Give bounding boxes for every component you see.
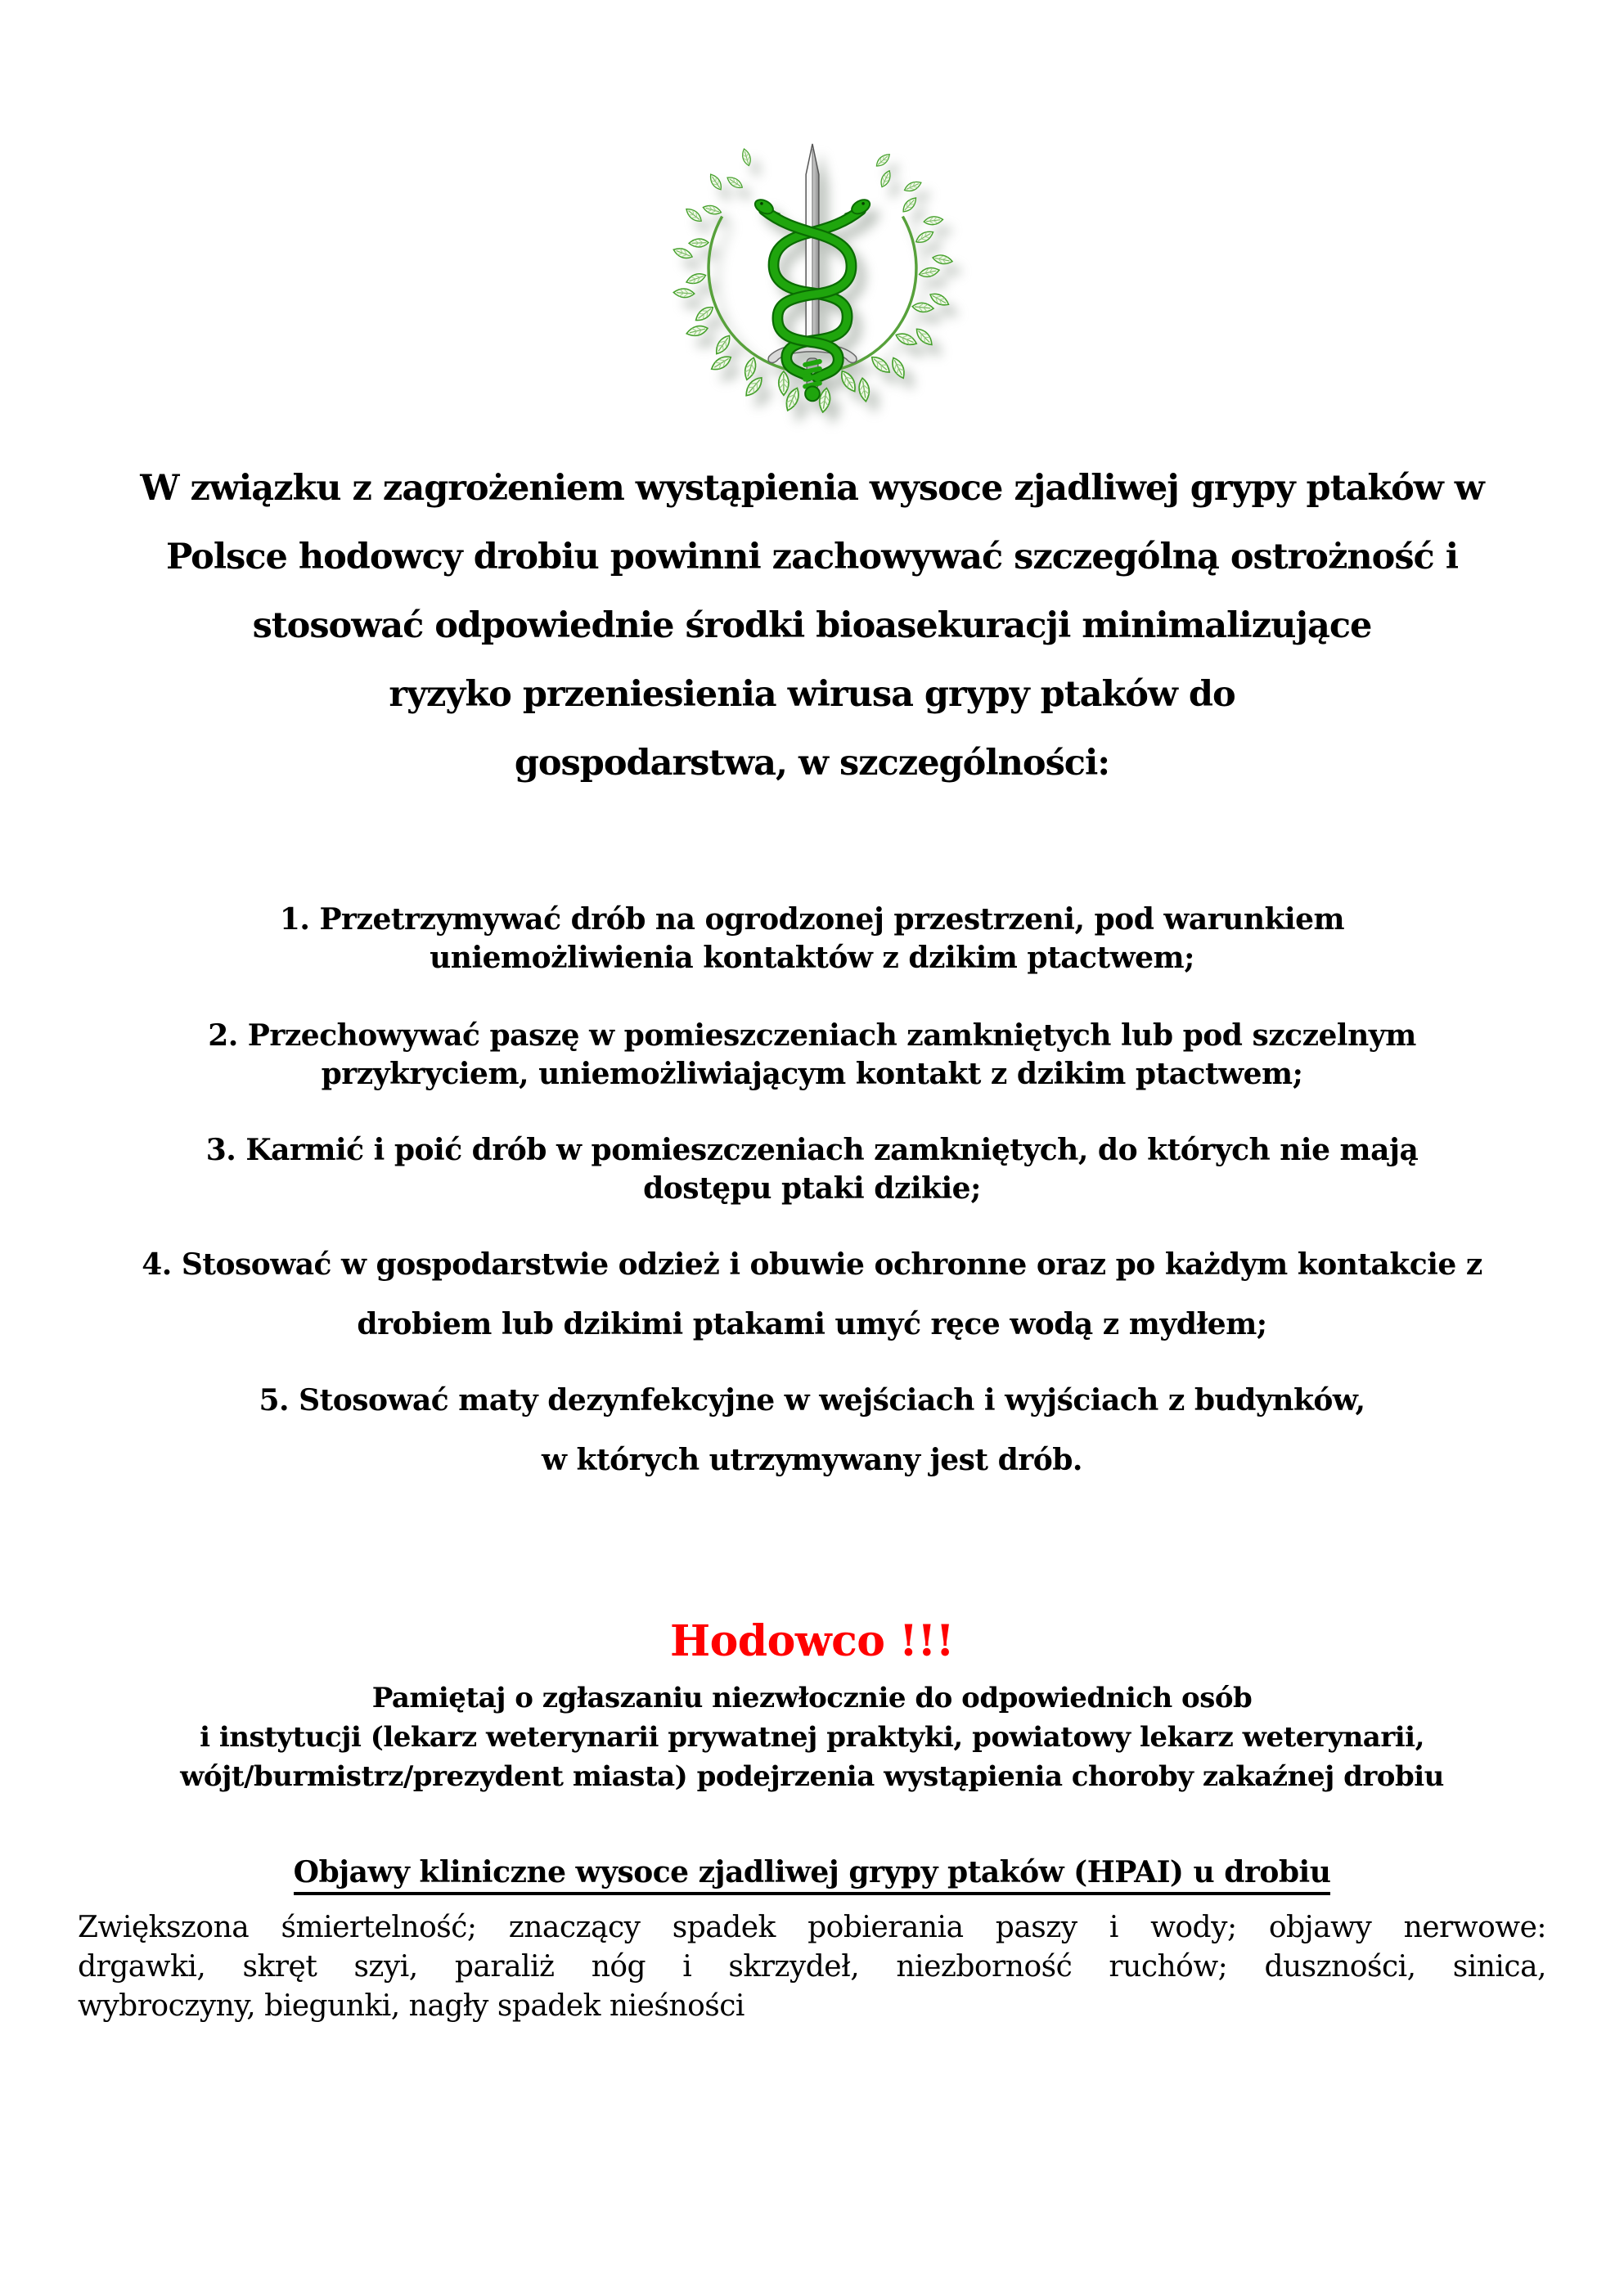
headline-line: ryzyko przeniesienia wirusa grypy ptaków do bbox=[389, 674, 1235, 715]
list-item-line: 4. Stosować w gospodarstwie odzież i obuwie ochronne oraz po każdym kontakcie z bbox=[142, 1247, 1482, 1282]
list-item-line: przykryciem, uniemożliwiającym kontakt z dzikim ptactwem; bbox=[321, 1057, 1303, 1091]
list-item-line: drobiem lub dzikimi ptakami umyć ręce wodą z mydłem; bbox=[357, 1307, 1267, 1341]
reminder-line: wójt/burmistrz/prezydent miasta) podejrzenia wystąpienia choroby zakaźnej drobiu bbox=[180, 1760, 1444, 1793]
list-item-4 bbox=[78, 1235, 1546, 1355]
list-item-line: 2. Przechowywać paszę w pomieszczeniach zamkniętych lub pod szczelnym bbox=[208, 1018, 1416, 1053]
list-item-line: 5. Stosować maty dezynfekcyjne w wejściach i wyjściach z budynków, bbox=[259, 1383, 1365, 1418]
alert-heading: Hodowco !!! bbox=[669, 1616, 955, 1666]
caduceus-sword-wreath-icon bbox=[649, 139, 976, 413]
reminder-line: Pamiętaj o zgłaszaniu niezwłocznie do odpowiednich osób bbox=[371, 1682, 1253, 1714]
reminder-line: i instytucji (lekarz weterynarii prywatnej praktyki, powiatowy lekarz weterynarii, bbox=[200, 1721, 1424, 1754]
list-item-line: 3. Karmić i poić drób w pomieszczeniach zamkniętych, do których nie mają bbox=[205, 1133, 1419, 1167]
list-item-line: dostępu ptaki dzikie; bbox=[643, 1171, 981, 1206]
list-item-line: uniemożliwienia kontaktów z dzikim ptactwem; bbox=[430, 941, 1194, 975]
list-item-line: w których utrzymywany jest drób. bbox=[542, 1443, 1082, 1477]
headline-line: W związku z zagrożeniem wystąpienia wysoce zjadliwej grypy ptaków w bbox=[140, 468, 1484, 509]
list-item-3 bbox=[78, 1131, 1546, 1208]
reminder-paragraph bbox=[78, 1678, 1546, 1796]
recommendations-list bbox=[78, 901, 1546, 1490]
headline bbox=[78, 454, 1546, 798]
veterinary-inspection-logo bbox=[78, 0, 1546, 413]
symptoms-heading-text: Objawy kliniczne wysoce zjadliwej grypy ptaków (HPAI) u drobiu bbox=[294, 1855, 1331, 1895]
headline-line: Polsce hodowcy drobiu powinni zachowywać szczególną ostrożność i bbox=[165, 537, 1459, 577]
symptoms-paragraph bbox=[78, 1908, 1546, 2026]
headline-line: stosować odpowiednie środki bioasekuracji minimalizujące bbox=[252, 605, 1372, 646]
list-item-line: 1. Przetrzymywać drób na ogrodzonej przestrzeni, pod warunkiem bbox=[279, 902, 1345, 937]
list-item-1 bbox=[78, 901, 1546, 977]
symptoms-line: wybroczyny, biegunki, nagły spadek nieśności bbox=[78, 1989, 745, 2023]
list-item-2 bbox=[78, 1017, 1546, 1094]
list-item-5 bbox=[78, 1371, 1546, 1490]
symptoms-line: Zwiększona śmiertelność; znaczący spadek pobierania paszy i wody; objawy nerwowe: bbox=[78, 1911, 1546, 1944]
symptoms-heading bbox=[78, 1855, 1546, 1895]
headline-line: gospodarstwa, w szczególności: bbox=[514, 743, 1110, 784]
symptoms-line: drgawki, skręt szyi, paraliż nóg i skrzydeł, niezborność ruchów; duszności, sinica, bbox=[78, 1950, 1546, 1984]
